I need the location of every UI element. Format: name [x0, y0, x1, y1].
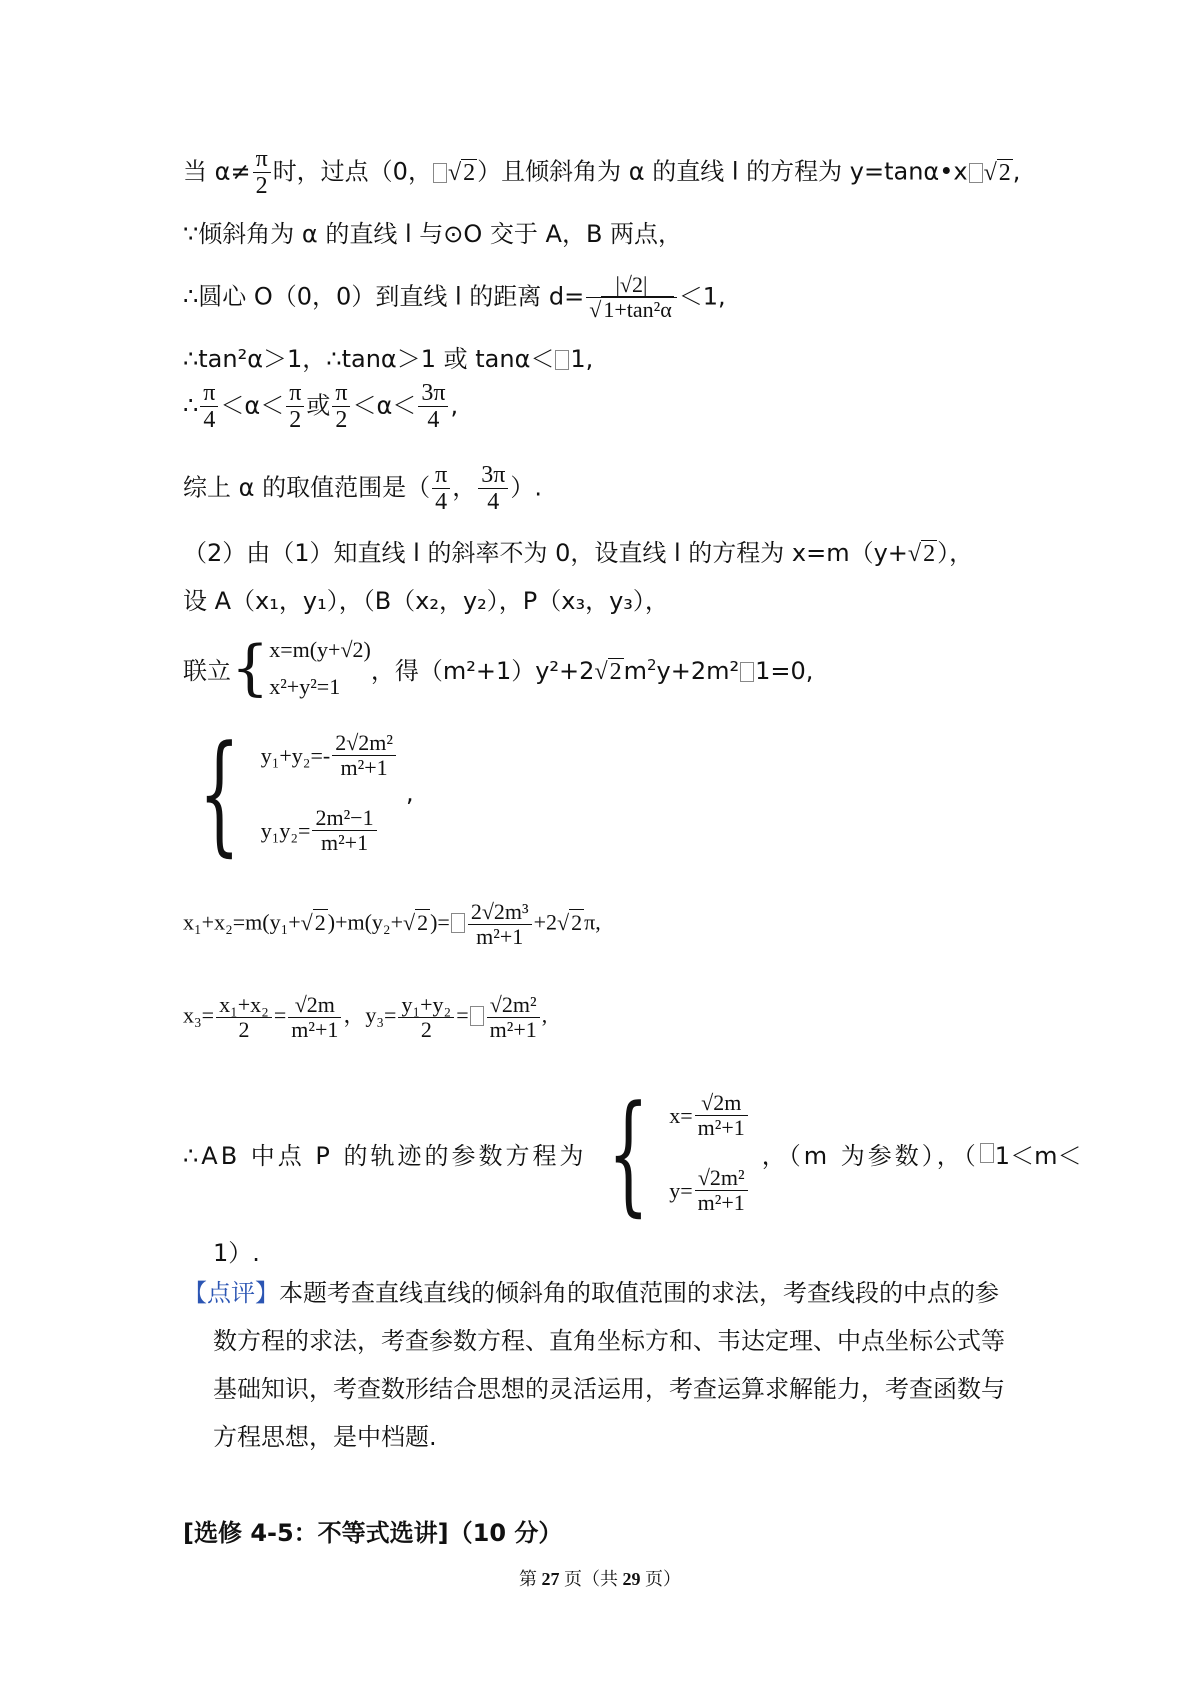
- comment-line-4: 方程思想，是中档题.: [213, 1423, 437, 1451]
- frac: [695, 1166, 748, 1215]
- text: +2m²: [670, 656, 740, 685]
- den: 4: [435, 489, 448, 515]
- footer-text: 第: [519, 1569, 542, 1589]
- distance-fraction: [586, 273, 676, 322]
- system: [261, 718, 398, 868]
- comma: ,: [406, 779, 414, 807]
- num: √2m²: [695, 1166, 748, 1191]
- text: ＜α＜: [220, 391, 285, 420]
- text: ，（m 为参数），（: [761, 1141, 979, 1170]
- fraction-pi-2: [253, 146, 271, 199]
- frac: [286, 380, 304, 433]
- num: √2m²: [487, 993, 540, 1018]
- line-12: [183, 993, 547, 1042]
- text: =: [273, 1002, 287, 1028]
- frac: [487, 993, 540, 1042]
- num: π: [332, 380, 350, 407]
- text: ＜α＜: [352, 391, 417, 420]
- text: x₃=: [183, 1002, 215, 1028]
- missing-glyph-icon: [433, 163, 447, 183]
- text: ,: [541, 1002, 548, 1028]
- system: [669, 1078, 750, 1228]
- den: m²+1: [697, 1190, 745, 1215]
- text: ，: [452, 473, 477, 502]
- missing-glyph-icon: [980, 1143, 994, 1163]
- den: 4: [427, 407, 440, 433]
- section-heading: [选修 4-5：不等式选讲]（10 分）: [183, 1519, 563, 1547]
- text: 1,: [570, 345, 594, 373]
- den: 4: [203, 407, 216, 433]
- line-6: [183, 462, 542, 515]
- frac: [216, 993, 272, 1042]
- line-3: [183, 273, 726, 322]
- text: 本题考查直线直线的倾斜角的取值范围的求法，考查线段的中点的参: [279, 1279, 999, 1307]
- den: m²+1: [476, 924, 524, 949]
- missing-glyph-icon: [451, 913, 465, 933]
- den-text: 1+tan²α: [603, 297, 672, 322]
- num: y₁+y₂: [398, 993, 454, 1018]
- text: 或: [306, 391, 331, 420]
- sqrt-2: 2: [571, 909, 583, 935]
- brace: {: [198, 717, 241, 869]
- frac: [418, 380, 448, 433]
- frac: [288, 993, 341, 1042]
- comment-line-2: 数方程的求法，考查参数方程、直角坐标方和、韦达定理、中点坐标公式等: [213, 1327, 1005, 1355]
- line-9: 联立 { x=m(y+√2) x²+y²=1 ，得$(m^2+1)y^2+2√2m^2y+2m^2$ 1=0,: [183, 633, 814, 703]
- text: ,: [450, 391, 459, 420]
- line-13: [183, 1078, 1081, 1228]
- text: =: [456, 1002, 469, 1028]
- sqrt-2: 2: [923, 541, 936, 567]
- eq: x²+y²=1: [269, 673, 341, 699]
- text: m: [623, 656, 647, 685]
- frac: [695, 1091, 748, 1140]
- text: 1＜m＜: [994, 1141, 1082, 1170]
- footer-text: 页（共: [559, 1569, 623, 1589]
- text: 联立: [183, 656, 231, 685]
- num: π: [200, 380, 218, 407]
- den: 4: [487, 489, 500, 515]
- missing-glyph-icon: [740, 662, 754, 682]
- num: 3π: [418, 380, 448, 407]
- text: 1=0,: [755, 656, 814, 685]
- lhs: y₁+y₂=-: [260, 742, 331, 768]
- missing-glyph-icon: [470, 1006, 484, 1026]
- den: 2: [255, 173, 268, 199]
- num: 3π: [478, 462, 508, 489]
- line-2: ∵倾斜角为 α 的直线 l 与⊙O 交于 A，B 两点，: [183, 220, 683, 248]
- missing-glyph-icon: [969, 163, 983, 183]
- text: π,: [584, 909, 601, 935]
- frac: [468, 900, 532, 949]
- frac: [332, 731, 396, 780]
- line-14: 1）.: [213, 1239, 260, 1267]
- text: ∴圆心 O（0，0）到直线 l 的距离 d=: [183, 282, 585, 311]
- text: ）且倾斜角为 α 的直线 l 的方程为 y=tanα•x: [477, 157, 968, 186]
- lhs: y=: [669, 1177, 693, 1203]
- den: m²+1: [291, 1017, 339, 1042]
- missing-glyph-icon: [555, 350, 569, 370]
- den: m²+1: [489, 1017, 537, 1042]
- brace: {: [231, 633, 270, 703]
- num: π: [253, 146, 271, 173]
- line-8: 设 A（x₁，y₁），（B（x₂，y₂），P（x₃，y₃），: [183, 587, 669, 615]
- frac: [332, 380, 350, 433]
- text: +2: [533, 909, 558, 935]
- text: )=: [430, 909, 450, 935]
- frac: [478, 462, 508, 515]
- num: √2m: [288, 993, 341, 1018]
- text: )+m(y₂+: [327, 909, 403, 935]
- brace: {: [607, 1077, 649, 1229]
- den: √1+tan²α: [589, 297, 672, 322]
- text: 当 α≠: [183, 157, 251, 186]
- system: [269, 631, 371, 705]
- page-total: 29: [622, 1569, 641, 1589]
- text: ∴AB 中点 P 的轨迹的参数方程为: [183, 1141, 587, 1170]
- den: 2: [335, 407, 348, 433]
- den: m²+1: [697, 1115, 745, 1140]
- num: 2m²−1: [312, 806, 376, 831]
- page-footer: [0, 1565, 1200, 1591]
- line-11: x₁+x₂=m(y₁+√2)+m(y₂+√2)= $\frac{\text{2√2m³}}{\text{m²+1}}$ +2√2π,: [183, 899, 601, 949]
- num: x₁+x₂: [216, 993, 272, 1018]
- line-5: [183, 380, 458, 433]
- line-7: （2）由（1）知直线 l 的斜率不为 0，设直线 l 的方程为 x=m（y+√2），: [183, 539, 974, 567]
- den: 2: [289, 407, 302, 433]
- comment-line-1: [183, 1277, 999, 1309]
- text: 综上 α 的取值范围是（: [183, 473, 431, 502]
- text: x₁+x₂=m(y₁+: [183, 909, 301, 935]
- line-4: [183, 343, 593, 375]
- footer-text: 页）: [640, 1569, 681, 1589]
- text: ＜1,: [678, 282, 726, 311]
- den: m²+1: [320, 830, 369, 855]
- den: m²+1: [340, 755, 388, 780]
- frac: [432, 462, 450, 515]
- num: 2√2m²: [332, 731, 396, 756]
- text: ）.: [510, 473, 542, 502]
- page-number: 27: [541, 1569, 560, 1589]
- sqrt-2: 2: [463, 159, 476, 186]
- num: √2m: [695, 1091, 748, 1116]
- frac: [200, 380, 218, 433]
- lhs: y₁y₂=: [260, 817, 311, 843]
- den: 2: [420, 1017, 432, 1042]
- lhs: x=: [669, 1102, 693, 1128]
- line-10: [178, 718, 414, 868]
- frac: [312, 806, 376, 855]
- text: ），: [937, 539, 974, 567]
- eq: x=m(y+√2): [269, 636, 371, 662]
- comment-tag: 【点评】: [183, 1279, 279, 1307]
- comment-line-3: 基础知识，考查数形结合思想的灵活运用，考查运算求解能力，考查函数与: [213, 1375, 1005, 1403]
- text: ∴: [183, 391, 199, 420]
- num: π: [432, 462, 450, 489]
- text: 时，过点（0，: [272, 157, 432, 186]
- sqrt-2: 2: [314, 909, 326, 935]
- num: |√2|: [586, 273, 676, 298]
- sqrt-2: 2: [998, 159, 1011, 186]
- sup: 2: [647, 655, 657, 674]
- sqrt-2: 2: [609, 658, 622, 685]
- line-1: 当 α≠ $\frac{\pi}{2}$ 时，过点（0， √2）且倾斜角为 α 的直线 l 的方程为 y=tanα•x √2,: [183, 146, 1021, 199]
- frac: [398, 993, 454, 1042]
- text: ,: [1012, 157, 1021, 186]
- text: ，得（m²+1）y²+2: [370, 656, 595, 685]
- den: 2: [238, 1017, 250, 1042]
- sqrt-2: 2: [417, 909, 429, 935]
- text: y: [656, 656, 671, 685]
- num: π: [286, 380, 304, 407]
- text: （2）由（1）知直线 l 的斜率不为 0，设直线 l 的方程为 x=m（y+: [183, 539, 908, 567]
- num: 2√2m³: [468, 900, 532, 925]
- text: ，y₃=: [343, 1002, 397, 1028]
- text: ∴tan²α＞1，∴tanα＞1 或 tanα＜: [183, 345, 555, 373]
